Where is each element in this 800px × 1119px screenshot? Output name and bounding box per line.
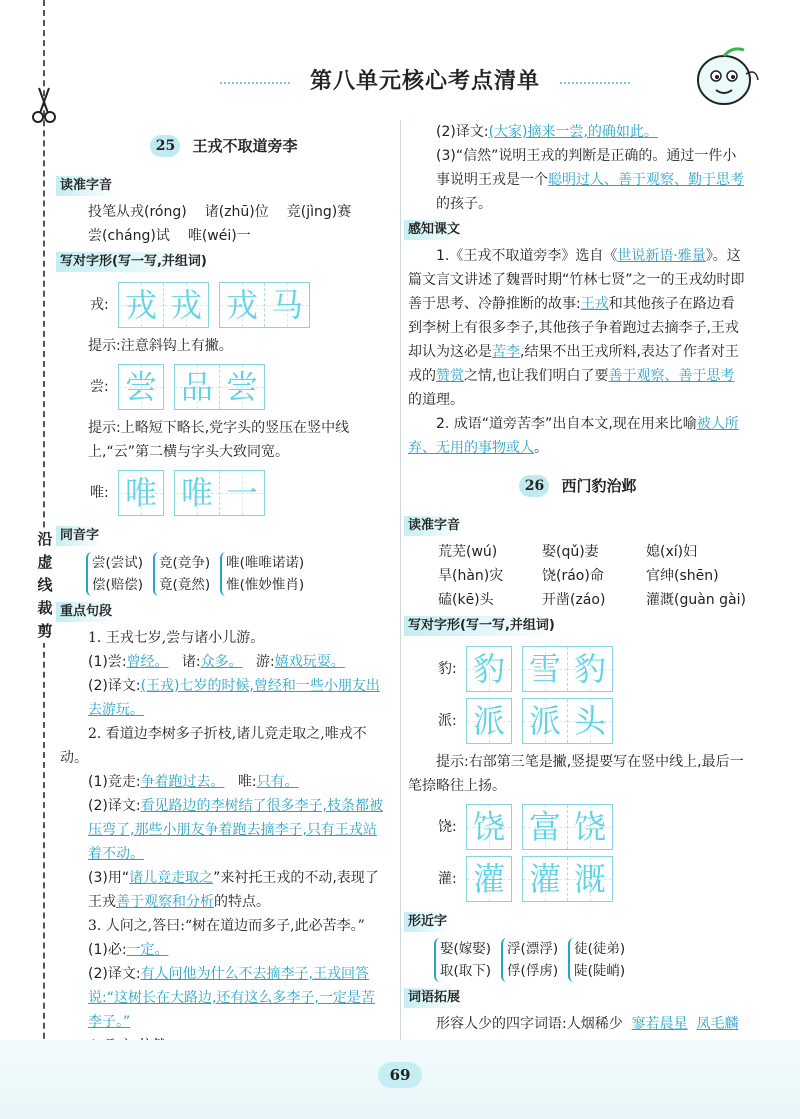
writing-grid [522, 804, 613, 850]
title-decoration-right [560, 82, 630, 84]
grid-cell: 雪 [528, 650, 561, 688]
pronounce-list [408, 540, 748, 612]
answer-line: (1)尝:曾经。 诸:众多。 游:嬉戏玩耍。 [88, 654, 345, 670]
similar-char-groups [408, 938, 748, 982]
section-heading-pronounce: 读准字音 [404, 516, 464, 536]
perceive-paragraph: 1.《王戎不取道旁李》选自《世说新语·雅量》。这篇文言文讲述了魏晋时期“竹林七贤”之一的王戎幼时即善于思考、冷静推断的故事:王戎和其他孩子在路边看到李树上有很多李子,其他孩子争着跑过去摘李子,王戎却认为这必是苦李,结果不出王戎所料,表达了作者对王戎的赞赏之情,也让我们明白了要善于观察、善于思考的道理。 [408, 248, 745, 408]
grid-cell: 饶 [472, 808, 505, 846]
pronounce-item: 媳(xí)妇 [646, 544, 698, 560]
writing-grid-row [90, 364, 388, 410]
answer-line: (1)必:一定。 [88, 942, 169, 958]
answer-line: (1)竞走:争着跑过去。 唯:只有。 [88, 774, 299, 790]
page-title: 第八单元核心考点清单 [309, 68, 540, 94]
scissors-icon [31, 86, 57, 124]
lesson-number: 26 [519, 475, 549, 497]
grid-cell: 尝 [124, 368, 157, 406]
answer-line: (3)“信然”说明王戎的判断是正确的。通过一件小事说明王戎是一个聪明过人、善于观察、勤于思考的孩子。 [436, 148, 744, 212]
pronounce-item: 磕(kē)头 [438, 592, 494, 608]
grid-cell: 唯 [180, 474, 213, 512]
pronounce-item: 竞(jìng)赛 [286, 204, 352, 220]
section-heading-sentences: 重点句段 [56, 602, 116, 622]
writing-grid-row [438, 646, 748, 692]
writing-tip: 提示:注意斜钩上有撇。 [88, 338, 233, 354]
section-heading-similar: 形近字 [404, 912, 451, 932]
section-heading-homophone: 同音字 [56, 526, 103, 546]
grid-character-label: 派: [438, 713, 457, 729]
writing-grid [466, 646, 512, 692]
lesson-26-heading [408, 466, 748, 506]
grid-cell: 饶 [573, 808, 606, 846]
lesson-title: 西门豹治邺 [561, 477, 637, 495]
writing-tip: 提示:上略短下略长,党字头的竖压在竖中线上,“云”第二横与字头大致同宽。 [88, 420, 350, 460]
pronounce-item: 开凿(záo) [542, 592, 606, 608]
grid-cell: 豹 [573, 650, 606, 688]
writing-grid [522, 646, 613, 692]
pronounce-item: 诸(zhū)位 [204, 204, 269, 220]
left-column [60, 120, 388, 1082]
writing-grid [118, 282, 209, 328]
answer-line: (2)译文:(大家)摘来一尝,的确如此。 [436, 124, 658, 140]
grid-character-label: 唯: [90, 485, 109, 501]
pronounce-item: 灌溉(guàn gài) [646, 592, 746, 608]
lesson-number: 25 [150, 135, 180, 157]
pronounce-item: 饶(ráo)命 [542, 568, 604, 584]
grid-cell: 灌 [528, 860, 561, 898]
writing-grid-row [438, 698, 748, 744]
grid-cell: 派 [472, 702, 505, 740]
writing-grid [466, 698, 512, 744]
answer-line: (2)译文:(王戎)七岁的时候,曾经和一些小朋友出去游玩。 [88, 678, 380, 718]
writing-grid [466, 856, 512, 902]
pronounce-list [60, 200, 388, 248]
writing-grid [522, 856, 613, 902]
header [160, 60, 690, 104]
homophone-group: 竞(竞争) 竟(竟然) [153, 552, 210, 596]
writing-grid [174, 364, 265, 410]
classical-sentence: 3. 人问之,答曰:“树在道边而多子,此必苦李。” [88, 918, 365, 934]
writing-tip: 提示:右部第三笔是撇,竖提要写在竖中线上,最后一笔捺略往上扬。 [408, 754, 744, 794]
grid-character-label: 灌: [438, 871, 457, 887]
grid-cell: 戎 [124, 286, 157, 324]
pronounce-item: 官绅(shēn) [646, 568, 719, 584]
writing-grid [118, 470, 164, 516]
writing-grid [522, 698, 613, 744]
perceive-paragraph: 2. 成语“道旁苦李”出自本文,现在用来比喻被人所弃、无用的事物或人。 [408, 416, 739, 456]
section-heading-expand: 词语拓展 [404, 988, 464, 1008]
pronounce-item: 娶(qǔ)妻 [542, 544, 599, 560]
similar-group: 浮(漂浮) 俘(俘虏) [501, 938, 558, 982]
section-heading-pronounce: 读准字音 [56, 176, 116, 196]
grid-cell: 一 [225, 474, 258, 512]
lesson-25-heading [60, 126, 388, 166]
writing-grid-row [438, 856, 748, 902]
writing-grid-row [90, 282, 388, 328]
grid-cell: 溉 [573, 860, 606, 898]
classical-sentence: 2. 看道边李树多子折枝,诸儿竞走取之,唯戎不动。 [60, 726, 367, 766]
cartoon-mascot-icon [688, 44, 764, 114]
lesson-title: 王戎不取道旁李 [192, 137, 298, 155]
answer-line: (2)译文:有人问他为什么不去摘李子,王戎回答说:“这树长在大路边,还有这么多李子,一定是苦李子。” [88, 966, 375, 1030]
grid-cell: 戎 [169, 286, 202, 324]
homophone-group: 唯(唯唯诺诺) 惟(惟妙惟肖) [220, 552, 304, 596]
answer-line: (2)译文:看见路边的李树结了很多李子,枝条都被压弯了,那些小朋友争着跑去摘李子,只有王戎站着不动。 [88, 798, 384, 862]
right-column [408, 120, 748, 1060]
grid-cell: 马 [270, 286, 303, 324]
similar-group: 徒(徒弟) 陡(陡峭) [568, 938, 625, 982]
homophone-groups [60, 552, 388, 596]
grid-cell: 派 [528, 702, 561, 740]
pronounce-item: 尝(cháng)试 [88, 228, 170, 244]
similar-group: 娶(嫁娶) 取(取下) [434, 938, 491, 982]
grid-cell: 品 [180, 368, 213, 406]
writing-grid [219, 282, 310, 328]
homophone-group: 尝(尝试) 偿(赔偿) [86, 552, 143, 596]
pronounce-item: 投笔从戎(róng) [88, 204, 187, 220]
grid-cell: 唯 [124, 474, 157, 512]
grid-cell: 富 [528, 808, 561, 846]
grid-cell: 头 [573, 702, 606, 740]
grid-character-label: 饶: [438, 819, 457, 835]
grid-cell: 灌 [472, 860, 505, 898]
section-heading-write: 写对字形(写一写,并组词) [404, 616, 559, 636]
grid-character-label: 尝: [90, 379, 109, 395]
grid-cell: 豹 [472, 650, 505, 688]
section-heading-write: 写对字形(写一写,并组词) [56, 252, 211, 272]
pronounce-item: 荒芜(wú) [438, 544, 498, 560]
grid-character-label: 豹: [438, 661, 457, 677]
writing-grid-row [438, 804, 748, 850]
cut-instruction: 沿 虚 线 裁 剪 [34, 528, 56, 643]
writing-grid [118, 364, 164, 410]
page-number: 69 [378, 1062, 422, 1088]
grid-cell: 尝 [225, 368, 258, 406]
pronounce-item: 唯(wéi)一 [187, 228, 251, 244]
answer-line: (3)用“诸儿竞走取之”来衬托王戎的不动,表现了王戎善于观察和分析的特点。 [88, 870, 379, 910]
grid-character-label: 戎: [90, 297, 109, 313]
word-expansion: 形容人少的四字词语:人烟稀少 寥若晨星 凤毛麟 [436, 1016, 739, 1032]
pronounce-item: 旱(hàn)灾 [438, 568, 504, 584]
classical-sentence: 1. 王戎七岁,尝与诸小儿游。 [88, 630, 265, 646]
writing-grid-row [90, 470, 388, 516]
section-heading-perceive: 感知课文 [404, 220, 464, 240]
grid-cell: 戎 [225, 286, 258, 324]
writing-grid [466, 804, 512, 850]
column-divider [400, 120, 401, 1040]
writing-grid [174, 470, 265, 516]
